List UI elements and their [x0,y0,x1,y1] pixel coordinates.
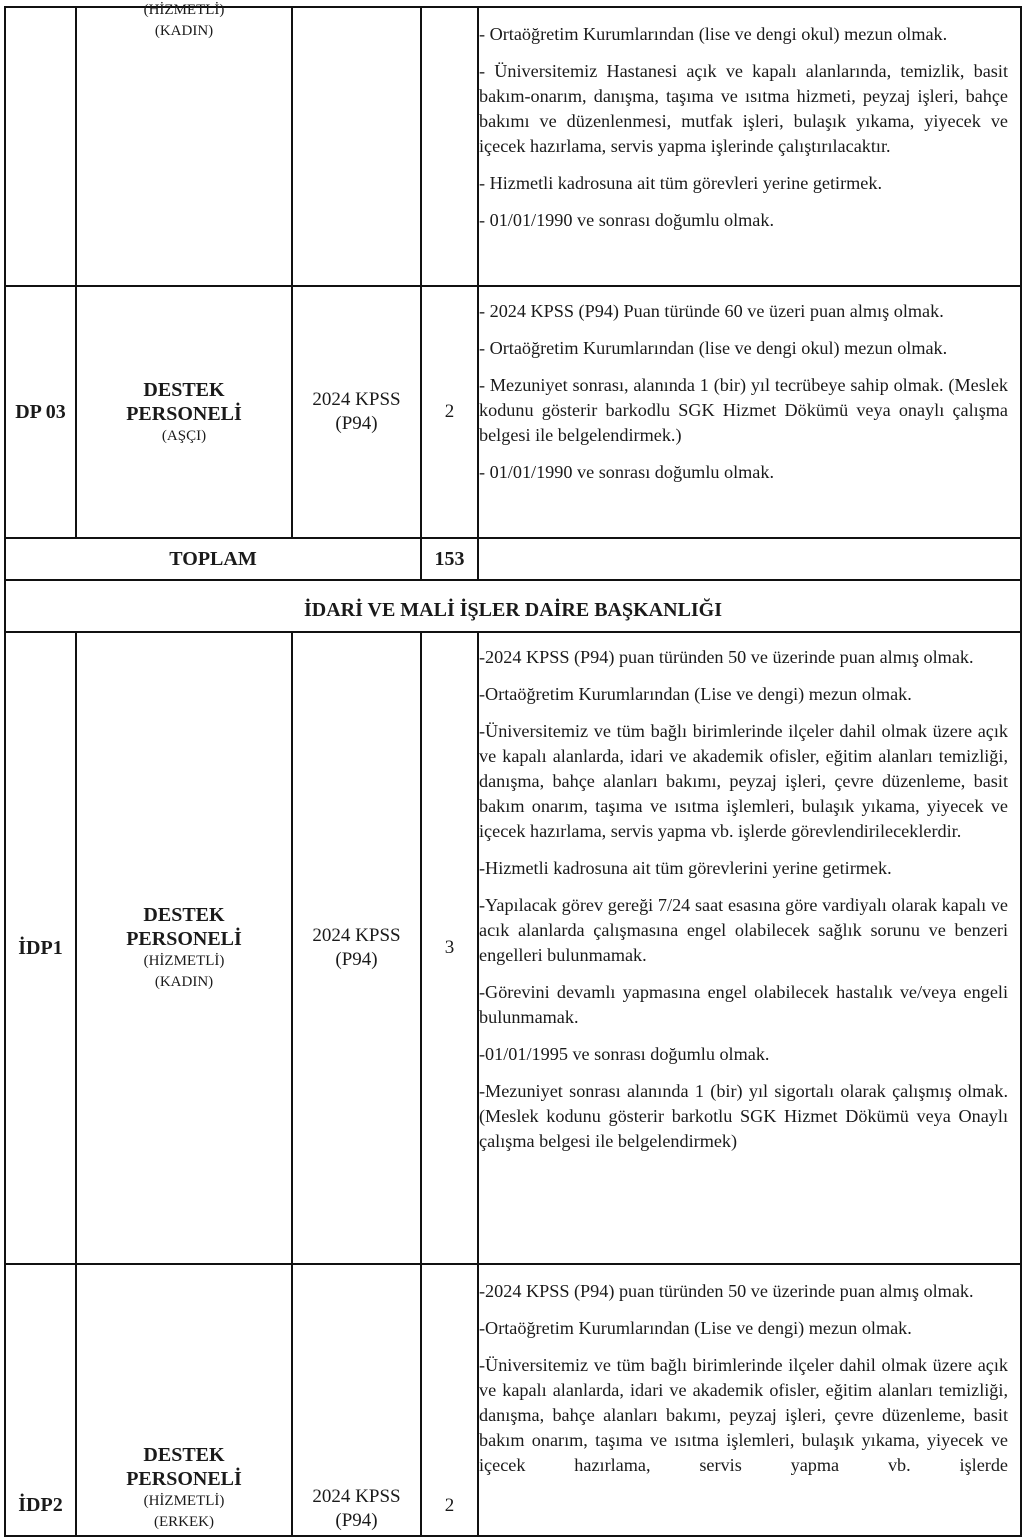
exam-cell [292,1264,421,1536]
total-value: 153 [421,538,478,580]
position-title: PERSONELİ [126,928,242,950]
position-title: PERSONELİ [126,1468,242,1490]
requirement-item: - 01/01/1990 ve sonrası doğumlu olmak. [479,462,775,482]
position-sub: (KADIN) [154,974,214,990]
position-code: DP 03 [5,286,76,538]
position-code: İDP1 [5,632,76,1264]
section-title: İDARİ VE MALİ İŞLER DAİRE BAŞKANLIĞI [5,580,1021,632]
position-cell [76,2,292,286]
requirements-cell [478,286,1021,538]
requirement-item: -Ortaöğretim Kurumlarından (Lise ve dengi) mezun olmak. [479,1318,912,1338]
table-row-idp2 [5,1264,1021,1536]
position-code: İDP2 [5,1264,76,1536]
code-cell [5,7,76,286]
exam-cell [292,632,421,1264]
exam-name: 2024 KPSS [312,389,401,410]
exam-score-type: (P94) [335,949,378,970]
exam-score-type: (P94) [335,1510,378,1531]
exam-cell [292,286,421,538]
position-title: DESTEK [143,1444,225,1466]
requirement-item: -Hizmetli kadrosuna ait tüm görevlerini yerine getirmek. [479,858,892,878]
requirement-item: -2024 KPSS (P94) puan türünden 50 ve üzerinde puan almış olmak. [479,647,974,667]
total-row [5,538,1021,580]
requirement-item: -01/01/1995 ve sonrası doğumlu olmak. [479,1044,770,1064]
requirement-item: - 01/01/1990 ve sonrası doğumlu olmak. [479,210,775,230]
requirement-item: - 2024 KPSS (P94) Puan türünde 60 ve üzeri puan almış olmak. [479,301,944,321]
position-sub: (HİZMETLİ) [143,1493,225,1509]
position-sub: (HİZMETLİ) [143,953,225,969]
quantity: 2 [421,286,478,538]
requirement-item: -Ortaöğretim Kurumlarından (Lise ve dengi) mezun olmak. [479,684,912,704]
requirement-item: -Mezuniyet sonrası alanında 1 (bir) yıl sigortalı olarak çalışmış olmak. (Meslek kodunu gösterir barkotlu SGK Hizmet Dökümü veya Onaylı çalışma belgesi ile belgelendirmek) [479,1081,1008,1151]
position-title: DESTEK [143,378,225,401]
position-cell [76,286,292,538]
requirements-cell [478,1264,1021,1536]
requirement-item: -2024 KPSS (P94) puan türünden 50 ve üzerinde puan almış olmak. [479,1281,974,1301]
position-sub: (AŞÇI) [161,427,207,444]
table-row-dp03 [5,286,1021,538]
requirement-item: -Üniversitemiz ve tüm bağlı birimlerinde ilçeler dahil olmak üzere açık ve kapalı alanlarda, idari ve akademik ofisler, eğitim alanları temizliği, danışma, bahçe alanları bakımı, peyzaj işleri, çevre düzenleme, basit bakım onarım, taşıma ve ısıtma işlemleri, bulaşık yıkama, yiyecek ve içecek hazırlama, servis yapma vb. işlerde [479,1355,1008,1475]
requirements-cell [478,7,1021,286]
table-row-continued [5,7,1021,286]
exam-name: 2024 KPSS [312,1486,401,1507]
exam-score-type: (P94) [335,413,378,434]
position-cell [76,1264,292,1536]
total-empty-cell [478,538,1021,580]
requirement-item: - Üniversitemiz Hastanesi açık ve kapalı alanlarında, temizlik, basit bakım-onarım, danışma, taşıma ve ısıtma hizmeti, peyzaj işleri, bahçe bakımı ve düzenlenmesi, mutfak işleri, bulaşık yıkama, yiyecek ve içecek hazırlama, servis yapma işlerinde çalıştırılacaktır. [479,61,1008,156]
position-sub: (ERKEK) [154,1514,214,1530]
exam-cell [292,7,421,286]
position-title: PERSONELİ [126,402,242,425]
staff-positions-table [4,2,1022,1537]
quantity: 2 [421,1264,478,1536]
requirement-item: - Mezuniyet sonrası, alanında 1 (bir) yıl tecrübeye sahip olmak. (Meslek kodunu gösterir barkodlu SGK Hizmet Dökümü veya onaylı çalışma belgesi ile belgelendirmek.) [479,375,1008,445]
section-header-row [5,580,1021,632]
table-row-idp1 [5,632,1021,1264]
requirements-cell [478,632,1021,1264]
position-sub: (HİZMETLİ) [143,2,225,18]
requirement-item: -Görevini devamlı yapmasına engel olabilecek hastalık ve/veya engeli bulunmamak. [479,982,1008,1027]
requirement-item: - Ortaöğretim Kurumlarından (lise ve dengi okul) mezun olmak. [479,24,948,44]
quantity: 3 [421,632,478,1264]
requirement-item: -Üniversitemiz ve tüm bağlı birimlerinde ilçeler dahil olmak üzere açık ve kapalı alanlarda, idari ve akademik ofisler, eğitim alanları temizliği, danışma, bahçe alanları bakımı, peyzaj işleri, çevre düzenleme, basit bakım onarım, taşıma ve ısıtma işlemleri, bulaşık yıkama, yiyecek ve içecek hazırlama, servis yapma vb. işlerde görevlendirileceklerdir. [479,721,1008,841]
requirement-item: -Yapılacak görev gereği 7/24 saat esasına göre vardiyalı olarak kapalı ve acık alanlarda çalışmasına engel olabilecek sağlık sorunu ve benzeri engelleri bulunmamak. [479,895,1008,965]
exam-name: 2024 KPSS [312,925,401,946]
quantity-cell [421,7,478,286]
position-title: DESTEK [143,904,225,926]
requirement-item: - Ortaöğretim Kurumlarından (lise ve dengi okul) mezun olmak. [479,338,948,358]
position-cell [76,632,292,1264]
total-label: TOPLAM [5,538,421,580]
position-sub: (KADIN) [154,23,214,39]
requirement-item: - Hizmetli kadrosuna ait tüm görevleri yerine getirmek. [479,173,883,193]
